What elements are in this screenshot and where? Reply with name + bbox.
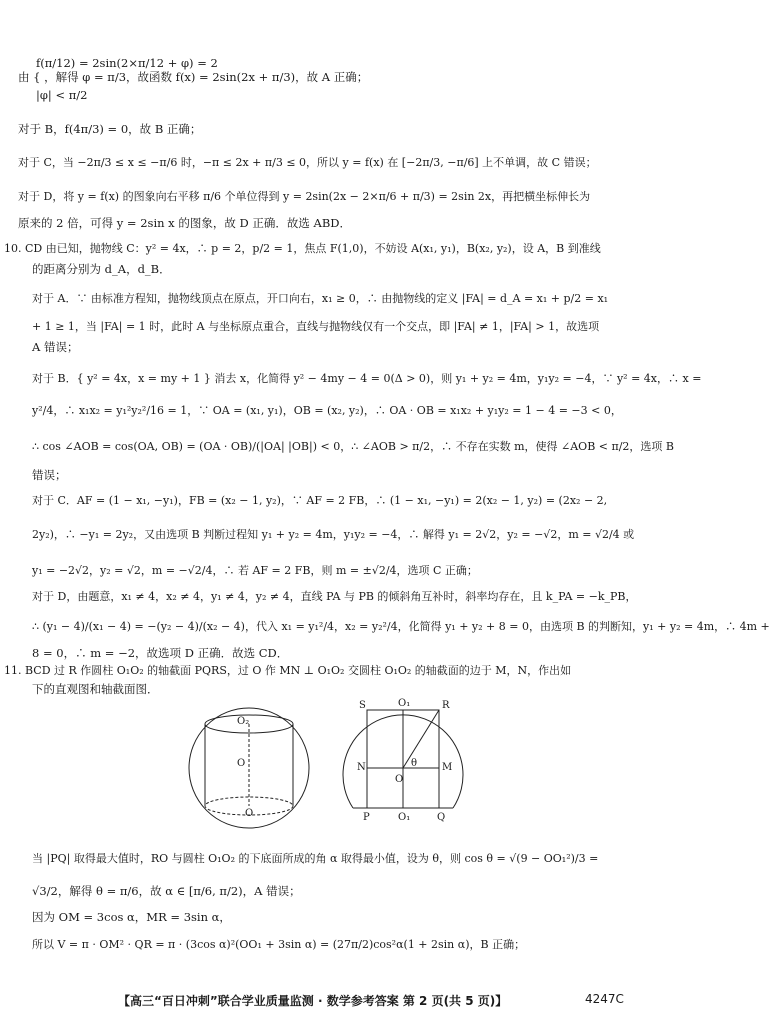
text-line: 对于 D，由题意，x₁ ≠ 4，x₂ ≠ 4，y₁ ≠ 4，y₂ ≠ 4，直线 PA 与 PB 的倾斜角互补时，斜率均存在，且 k_PA = −k_PB， <box>32 590 637 603</box>
figure-label: O₂ <box>237 716 250 727</box>
figure-label: O <box>237 758 246 769</box>
text-line: 对于 B，f(4π/3) = 0，故 B 正确； <box>18 122 202 136</box>
text-line: 下的直观图和轴截面图． <box>32 682 159 696</box>
text-line: + 1 ≥ 1，当 |FA| = 1 时，此时 A 与坐标原点重合，直线与抛物线仅有一个交点，即 |FA| ≠ 1，|FA| > 1，故选项 <box>32 320 600 333</box>
figure-label: O <box>395 774 404 785</box>
text-line: 由 { ，解得 φ = π/3，故函数 f(x) = 2sin(2x + π/3)，故 A 正确； <box>18 70 369 84</box>
text-line: 对于 D，将 y = f(x) 的图象向右平移 π/6 个单位得到 y = 2sin(2x − 2×π/6 + π/3) = 2sin 2x，再把横坐标伸长为 <box>18 190 591 203</box>
footer-title: 【高三“百日冲刺”联合学业质量监测 · 数学参考答案 第 2 页(共 5 页)】 <box>118 994 508 1008</box>
text-line: |φ| < π/2 <box>36 88 88 102</box>
text-line: √3/2，解得 θ = π/6，故 α ∈ [π/6, π/2)，A 错误； <box>32 884 301 898</box>
figure-label: O₁ <box>398 698 411 709</box>
text-line: f(π/12) = 2sin(2×π/12 + φ) = 2 <box>36 56 218 70</box>
text-line: 原来的 2 倍，可得 y = 2sin x 的图象，故 D 正确．故选 ABD． <box>18 216 351 230</box>
figure-label: R <box>442 700 450 711</box>
page-footer <box>0 992 648 1008</box>
figure-label: Q <box>437 812 446 823</box>
text-line: ∴ (y₁ − 4)/(x₁ − 4) = −(y₂ − 4)/(x₂ − 4)，代入 x₁ = y₁²/4，x₂ = y₂²/4，化简得 y₁ + y₂ + 8 = 0，由选项 B 的判断知，y₁ + y₂ = 4m，∴ 4m + <box>32 620 770 633</box>
text-line: 对于 C．AF = (1 − x₁, −y₁)，FB = (x₂ − 1, y₂)，∵ AF = 2 FB，∴ (1 − x₁, −y₁) = 2(x₂ − 1, y₂) = (2x₂ − 2, <box>32 494 608 507</box>
text-line: 10. CD 由已知，抛物线 C：y² = 4x，∴ p = 2，p/2 = 1，焦点 F(1,0)，不妨设 A(x₁, y₁)，B(x₂, y₂)，设 A，B 到准线 <box>4 242 601 255</box>
figure-label: O <box>245 808 254 819</box>
text-line: A 错误； <box>32 340 79 354</box>
text-line: 11. BCD 过 R 作圆柱 O₁O₂ 的轴截面 PQRS，过 O 作 MN ⊥ O₁O₂ 交圆柱 O₁O₂ 的轴截面的边于 M，N，作出如 <box>4 664 572 677</box>
text-line: 因为 OM = 3cos α，MR = 3sin α， <box>32 910 231 924</box>
footer-code: 4247C <box>585 992 624 1006</box>
text-line: 错误； <box>32 468 67 482</box>
text-line: y²/4，∴ x₁x₂ = y₁²y₂²/16 = 1，∵ OA = (x₁, y₁)，OB = (x₂, y₂)，∴ OA · OB = x₁x₂ + y₁y₂ = 1 − 4 = −3 < 0， <box>32 404 622 417</box>
figure-label: θ <box>411 758 418 769</box>
text-line: 对于 B．{ y² = 4x，x = my + 1 } 消去 x，化简得 y² − 4my − 4 = 0(Δ > 0)，则 y₁ + y₂ = 4m，y₁y₂ = −4，∵ y² = 4x，∴ x = <box>32 372 702 385</box>
figure-label: P <box>363 812 370 823</box>
cross-section-diagram <box>343 710 463 808</box>
figure-label: S <box>359 700 366 711</box>
figure-label: M <box>442 762 453 773</box>
text-line: 的距离分别为 d_A，d_B． <box>32 262 171 276</box>
segment-or <box>403 710 439 768</box>
text-line: ∴ cos ∠AOB = cos(OA, OB) = (OA · OB)/(|OA| |OB|) < 0，∴ ∠AOB > π/2，∴ 不存在实数 m，使得 ∠AOB < π/2，选项 B <box>32 440 674 453</box>
figure-label: O₁ <box>398 812 411 823</box>
text-line: y₁ = −2√2，y₂ = √2，m = −√2/4，∴ 若 AF = 2 FB，则 m = ±√2/4，选项 C 正确； <box>32 564 478 577</box>
figure-label: N <box>357 762 366 773</box>
text-line: 2y₂)，∴ −y₁ = 2y₂，又由选项 B 判断过程知 y₁ + y₂ = 4m，y₁y₂ = −4，∴ 解得 y₁ = 2√2，y₂ = −√2，m = √2/4 或 <box>32 528 635 541</box>
text-line: 对于 C，当 −2π/3 ≤ x ≤ −π/6 时，−π ≤ 2x + π/3 ≤ 0，所以 y = f(x) 在 [−2π/3, −π/6] 上不单调，故 C 错误； <box>18 156 597 169</box>
geometry-figure <box>185 700 485 832</box>
text-line: 对于 A．∵ 由标准方程知，抛物线顶点在原点，开口向右，x₁ ≥ 0，∴ 由抛物线的定义 |FA| = d_A = x₁ + p/2 = x₁ <box>32 292 609 305</box>
text-line: 8 = 0，∴ m = −2，故选项 D 正确．故选 CD． <box>32 646 289 660</box>
text-line: 当 |PQ| 取得最大值时，RO 与圆柱 O₁O₂ 的下底面所成的角 α 取得最小值，设为 θ，则 cos θ = √(9 − OO₁²)/3 = <box>32 852 599 865</box>
text-line: 所以 V = π · OM² · QR = π · (3cos α)²(OO₁ + 3sin α) = (27π/2)cos²α(1 + 2sin α)，B 正确； <box>32 938 526 951</box>
